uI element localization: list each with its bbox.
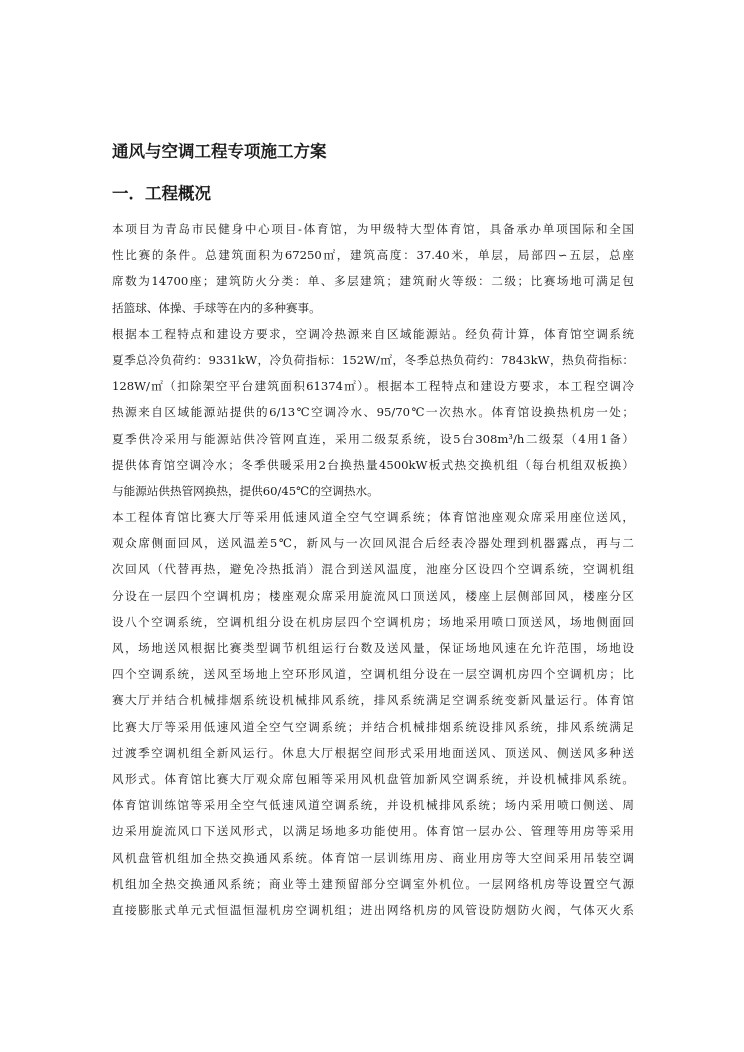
paragraph-line: 直接膨胀式单元式恒温恒湿机房空调机组；进出网络机房的风管设防烟防火阀，气体灭火系	[112, 902, 634, 917]
paragraph-line: 设八个空调系统，空调机组分设在机房层四个空调机房；场地采用喷口顶送风，场地侧面回	[112, 614, 634, 629]
paragraph-line: 过渡季空调机组全新风运行。休息大厅根据空间形式采用地面送风、顶送风、侧送风多种送	[112, 745, 634, 760]
paragraph-line: 与能源站供热管网换热，提供60/45℃的空调热水。	[112, 483, 379, 498]
paragraph-line: 括篮球、体操、手球等在内的多种赛事。	[112, 300, 321, 315]
paragraph-line: 本项目为青岛市民健身中心项目-体育馆，为甲级特大型体育馆，具备承办单项国际和全国	[112, 222, 634, 236]
document-title: 通风与空调工程专项施工方案	[112, 142, 327, 161]
paragraph-line: 赛大厅并结合机械排烟系统设机械排风系统，排风系统满足空调系统变新风量运行。体育馆	[112, 693, 634, 708]
paragraph-line: 热源来自区域能源站提供的6/13℃空调冷水、95/70℃一次热水。体育馆设换热机房一处；	[112, 405, 634, 420]
body-text	[112, 216, 634, 923]
paragraph	[112, 216, 634, 321]
paragraph-line: 风机盘管机组加全热交换通风系统。体育馆一层训练用房、商业用房等大空间采用吊装空调	[112, 850, 634, 865]
paragraph	[112, 504, 634, 923]
paragraph-line: 夏季供冷采用与能源站供冷管网直连，采用二级泵系统，设5台308m³/h二级泵（4用1备）	[112, 431, 634, 446]
document-page	[112, 138, 634, 923]
paragraph	[112, 321, 634, 504]
section-heading: 一．工程概况	[112, 184, 211, 203]
paragraph-line: 观众席侧面回风，送风温差5℃，新风与一次回风混合后经表冷器处理到机器露点，再与二	[112, 536, 634, 551]
paragraph-line: 边采用旋流风口下送风形式，以满足场地多功能使用。体育馆一层办公、管理等用房等采用	[112, 824, 634, 839]
paragraph-line: 四个空调系统，送风至场地上空环形风道，空调机组分设在一层空调机房四个空调机房；比	[112, 667, 634, 682]
paragraph-line: 128W/㎡（扣除架空平台建筑面积61374㎡）。根据本工程特点和建设方要求，本工程空调冷	[112, 379, 634, 394]
paragraph-line: 性比赛的条件。总建筑面积为67250㎡，建筑高度：37.40米，单层，局部四∽五层，总座	[112, 248, 634, 263]
paragraph-line: 分设在一层四个空调机房；楼座观众席采用旋流风口顶送风，楼座上层侧部回风，楼座分区	[112, 588, 634, 603]
paragraph-line: 提供体育馆空调冷水；冬季供暖采用2台换热量4500kW板式热交换机组（每台机组双板换）	[112, 457, 634, 472]
paragraph-line: 体育馆训练馆等采用全空气低速风道空调系统，并设机械排风系统；场内采用喷口侧送、周	[112, 798, 634, 813]
paragraph-line: 次回风（代替再热，避免冷热抵消）混合到送风温度，池座分区设四个空调系统，空调机组	[112, 562, 634, 577]
paragraph-line: 本工程体育馆比赛大厅等采用低速风道全空气空调系统；体育馆池座观众席采用座位送风，	[112, 510, 634, 525]
paragraph-line: 机组加全热交换通风系统；商业等土建预留部分空调室外机位。一层网络机房等设置空气源	[112, 876, 634, 891]
paragraph-line: 根据本工程特点和建设方要求，空调冷热源来自区域能源站。经负荷计算，体育馆空调系统	[112, 326, 634, 341]
paragraph-line: 席数为14700座；建筑防火分类：单、多层建筑；建筑耐火等级：二级；比赛场地可满足包	[112, 274, 634, 289]
paragraph-line: 风，场地送风根据比赛类型调节机组运行台数及送风量，保证场地风速在允许范围，场地设	[112, 641, 634, 655]
paragraph-line: 风形式。体育馆比赛大厅观众席包厢等采用风机盘管加新风空调系统，并设机械排风系统。	[112, 771, 634, 786]
paragraph-line: 比赛大厅等采用低速风道全空气空调系统；并结合机械排烟系统设排风系统，排风系统满足	[112, 719, 634, 734]
paragraph-line: 夏季总冷负荷约：9331kW，冷负荷指标：152W/㎡，冬季总热负荷约：7843kW，热负荷指标：	[112, 352, 634, 367]
